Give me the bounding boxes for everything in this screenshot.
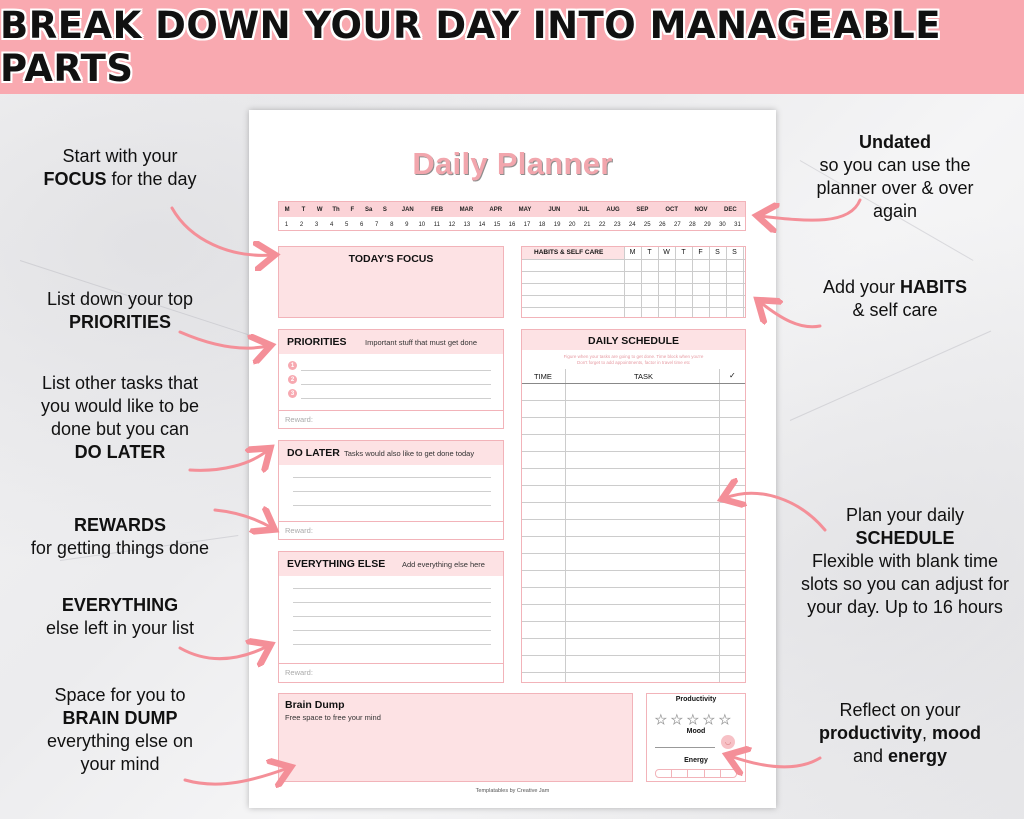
calendar-header-cell[interactable]: MAR [459,206,474,213]
priorities-reward-label: Reward: [285,415,313,424]
calendar-date-cell[interactable]: 25 [643,221,651,228]
todays-focus-title: TODAY'S FOCUS [348,253,434,265]
habit-day-label: W [663,249,670,256]
calendar-date-cell[interactable]: 30 [719,221,726,228]
annotation-schedule: Plan your daily SCHEDULE Flexible with blank time slots so you can adjust for your day. Up to 16 hours [800,505,1010,617]
brain-dump-title: Brain Dump [285,699,345,711]
calendar-date-cell[interactable]: 18 [538,221,546,228]
annotation-undated: Undated so you can use the planner over & over again [816,132,974,221]
planner-sheet [249,110,776,808]
calendar-date-cell[interactable]: 19 [553,221,561,228]
star-icon[interactable]: ★ [671,712,683,727]
calendar-date-cell[interactable]: 29 [704,221,711,228]
header-banner [0,0,1024,94]
star-icon[interactable]: ★ [687,712,699,727]
priority-number-3: 3 [288,389,297,398]
brain-dump-box[interactable] [278,693,633,782]
calendar-header-cell[interactable]: S [382,206,387,213]
calendar-header-cell[interactable]: W [316,206,323,213]
calendar-date-cell[interactable]: 6 [360,221,364,228]
calendar-date-cell[interactable]: 31 [734,221,741,228]
annotation-rewards: REWARDS for getting things done [30,515,210,558]
productivity-label: Productivity [675,696,717,703]
calendar-header-cell[interactable]: JAN [401,206,414,213]
habits-box [521,246,746,318]
priorities-title: PRIORITIES [287,336,347,348]
do-later-reward-label: Reward: [285,526,313,535]
calendar-date-cell[interactable]: 20 [568,221,576,228]
calendar-header-cell[interactable]: JUL [578,206,590,213]
habit-day-label: T [681,249,686,256]
todays-focus-box[interactable] [278,246,504,318]
calendar-date-cell[interactable]: 10 [418,221,426,228]
star-icon[interactable]: ★ [655,712,667,727]
calendar-header-cell[interactable]: SEP [636,206,649,213]
do-later-subtitle: Tasks would also like to get done today [344,449,475,458]
daily-schedule-box [521,329,746,683]
calendar-date-cell[interactable]: 27 [673,221,681,228]
brain-dump-subtitle: Free space to free your mind [285,713,381,722]
calendar-header-cell[interactable]: Th [332,206,340,213]
calendar-date-cell[interactable]: 9 [405,221,409,228]
calendar-date-cell[interactable]: 21 [583,221,591,228]
calendar-date-cell[interactable]: 11 [433,221,440,228]
schedule-grid[interactable] [522,369,745,682]
annotation-habits: Add your HABITS & self care [822,277,968,320]
calendar-header-cell[interactable]: M [284,206,290,213]
calendar-header-cell[interactable]: F [350,206,355,213]
calendar-date-cell[interactable]: 13 [463,221,471,228]
everything-else-subtitle: Add everything else here [402,560,485,569]
calendar-date-cell[interactable]: 3 [314,221,319,228]
priorities-box [278,329,504,429]
calendar-header-cell[interactable]: DEC [724,206,737,213]
calendar-date-cell[interactable]: 22 [598,221,606,228]
habit-day-label: S [715,249,720,256]
priority-number-1: 1 [288,361,297,370]
schedule-hint-2: Don't forget to add appointments, factor in travel time etc [577,360,690,365]
everything-else-title: EVERYTHING ELSE [287,558,386,570]
calendar-date-cell[interactable]: 16 [508,221,516,228]
calendar-header-cell[interactable]: NOV [694,206,708,213]
annotation-brain-dump: Space for you to BRAIN DUMP everything else on your mind [46,685,194,774]
star-icon[interactable]: ★ [703,712,715,727]
habits-title: HABITS & SELF CARE [534,249,604,256]
calendar-date-cell[interactable]: 1 [284,221,289,228]
priority-number-2: 2 [288,375,297,384]
calendar-header-cell[interactable]: APR [489,206,503,213]
annotation-everything: EVERYTHING else left in your list [45,595,195,638]
calendar-header-cell[interactable]: FEB [431,206,444,213]
calendar-date-cell[interactable]: 2 [299,221,304,228]
calendar-date-cell[interactable]: 23 [613,221,621,228]
calendar-date-cell[interactable]: 15 [493,221,501,228]
calendar-date-cell[interactable]: 8 [390,221,394,228]
mood-label: Mood [686,728,706,735]
habit-day-label: S [732,249,737,256]
habit-day-label: M [629,249,636,256]
schedule-col-time: TIME [534,372,552,381]
annotation-focus: Start with your FOCUS for the day [43,146,197,189]
calendar-date-cell[interactable]: 28 [689,221,696,228]
calendar-header-cell[interactable]: AUG [606,206,620,213]
do-later-box [278,440,504,540]
banner-title: BREAK DOWN YOUR DAY INTO MANAGEABLE PARTS [0,4,942,90]
calendar-header-cell[interactable]: MAY [518,206,532,213]
calendar-date-cell[interactable]: 17 [523,221,531,228]
annotation-do-later: List other tasks that you would like to be done but you can DO LATER [40,373,200,462]
planner-footer: Templatables by Creative Jam [475,788,550,794]
schedule-hint-1: Figure when your tasks are going to get done. Time block when you're [563,354,704,359]
calendar-date-cell[interactable]: 24 [628,221,636,228]
calendar-date-cell[interactable]: 26 [658,221,666,228]
calendar-header-cell[interactable]: OCT [665,206,679,213]
daily-schedule-title: DAILY SCHEDULE [587,335,680,347]
mood-face-icon[interactable]: ◡ [721,735,735,749]
habit-day-label: T [647,249,652,256]
do-later-title: DO LATER [287,447,340,459]
calendar-header-cell[interactable]: Sa [364,206,373,213]
calendar-header-cell[interactable]: JUN [548,206,561,213]
calendar-date-row [279,217,745,232]
reflection-box [646,693,746,782]
calendar-strip [278,201,746,231]
habit-day-label: F [698,249,703,256]
energy-label: Energy [684,757,708,764]
planner-title: Daily Planner [412,146,613,181]
annotation-reflect: Reflect on your productivity, mood and energy [818,700,982,766]
energy-bar[interactable] [655,769,737,778]
everything-else-reward-label: Reward: [285,668,313,677]
everything-else-box [278,551,504,683]
annotation-priorities: List down your top PRIORITIES [46,289,194,332]
schedule-col-task: TASK [634,372,654,381]
schedule-col-check: ✓ [729,371,736,380]
calendar-date-cell[interactable]: 5 [344,221,349,228]
priorities-subtitle: Important stuff that must get done [365,338,478,347]
calendar-date-cell[interactable]: 14 [478,221,486,228]
calendar-header-cell[interactable]: T [301,206,306,213]
calendar-date-cell[interactable]: 4 [329,221,334,228]
star-icon[interactable]: ★ [719,712,731,727]
calendar-date-cell[interactable]: 12 [448,221,456,228]
calendar-date-cell[interactable]: 7 [375,221,379,228]
calendar-top-row [279,202,745,217]
